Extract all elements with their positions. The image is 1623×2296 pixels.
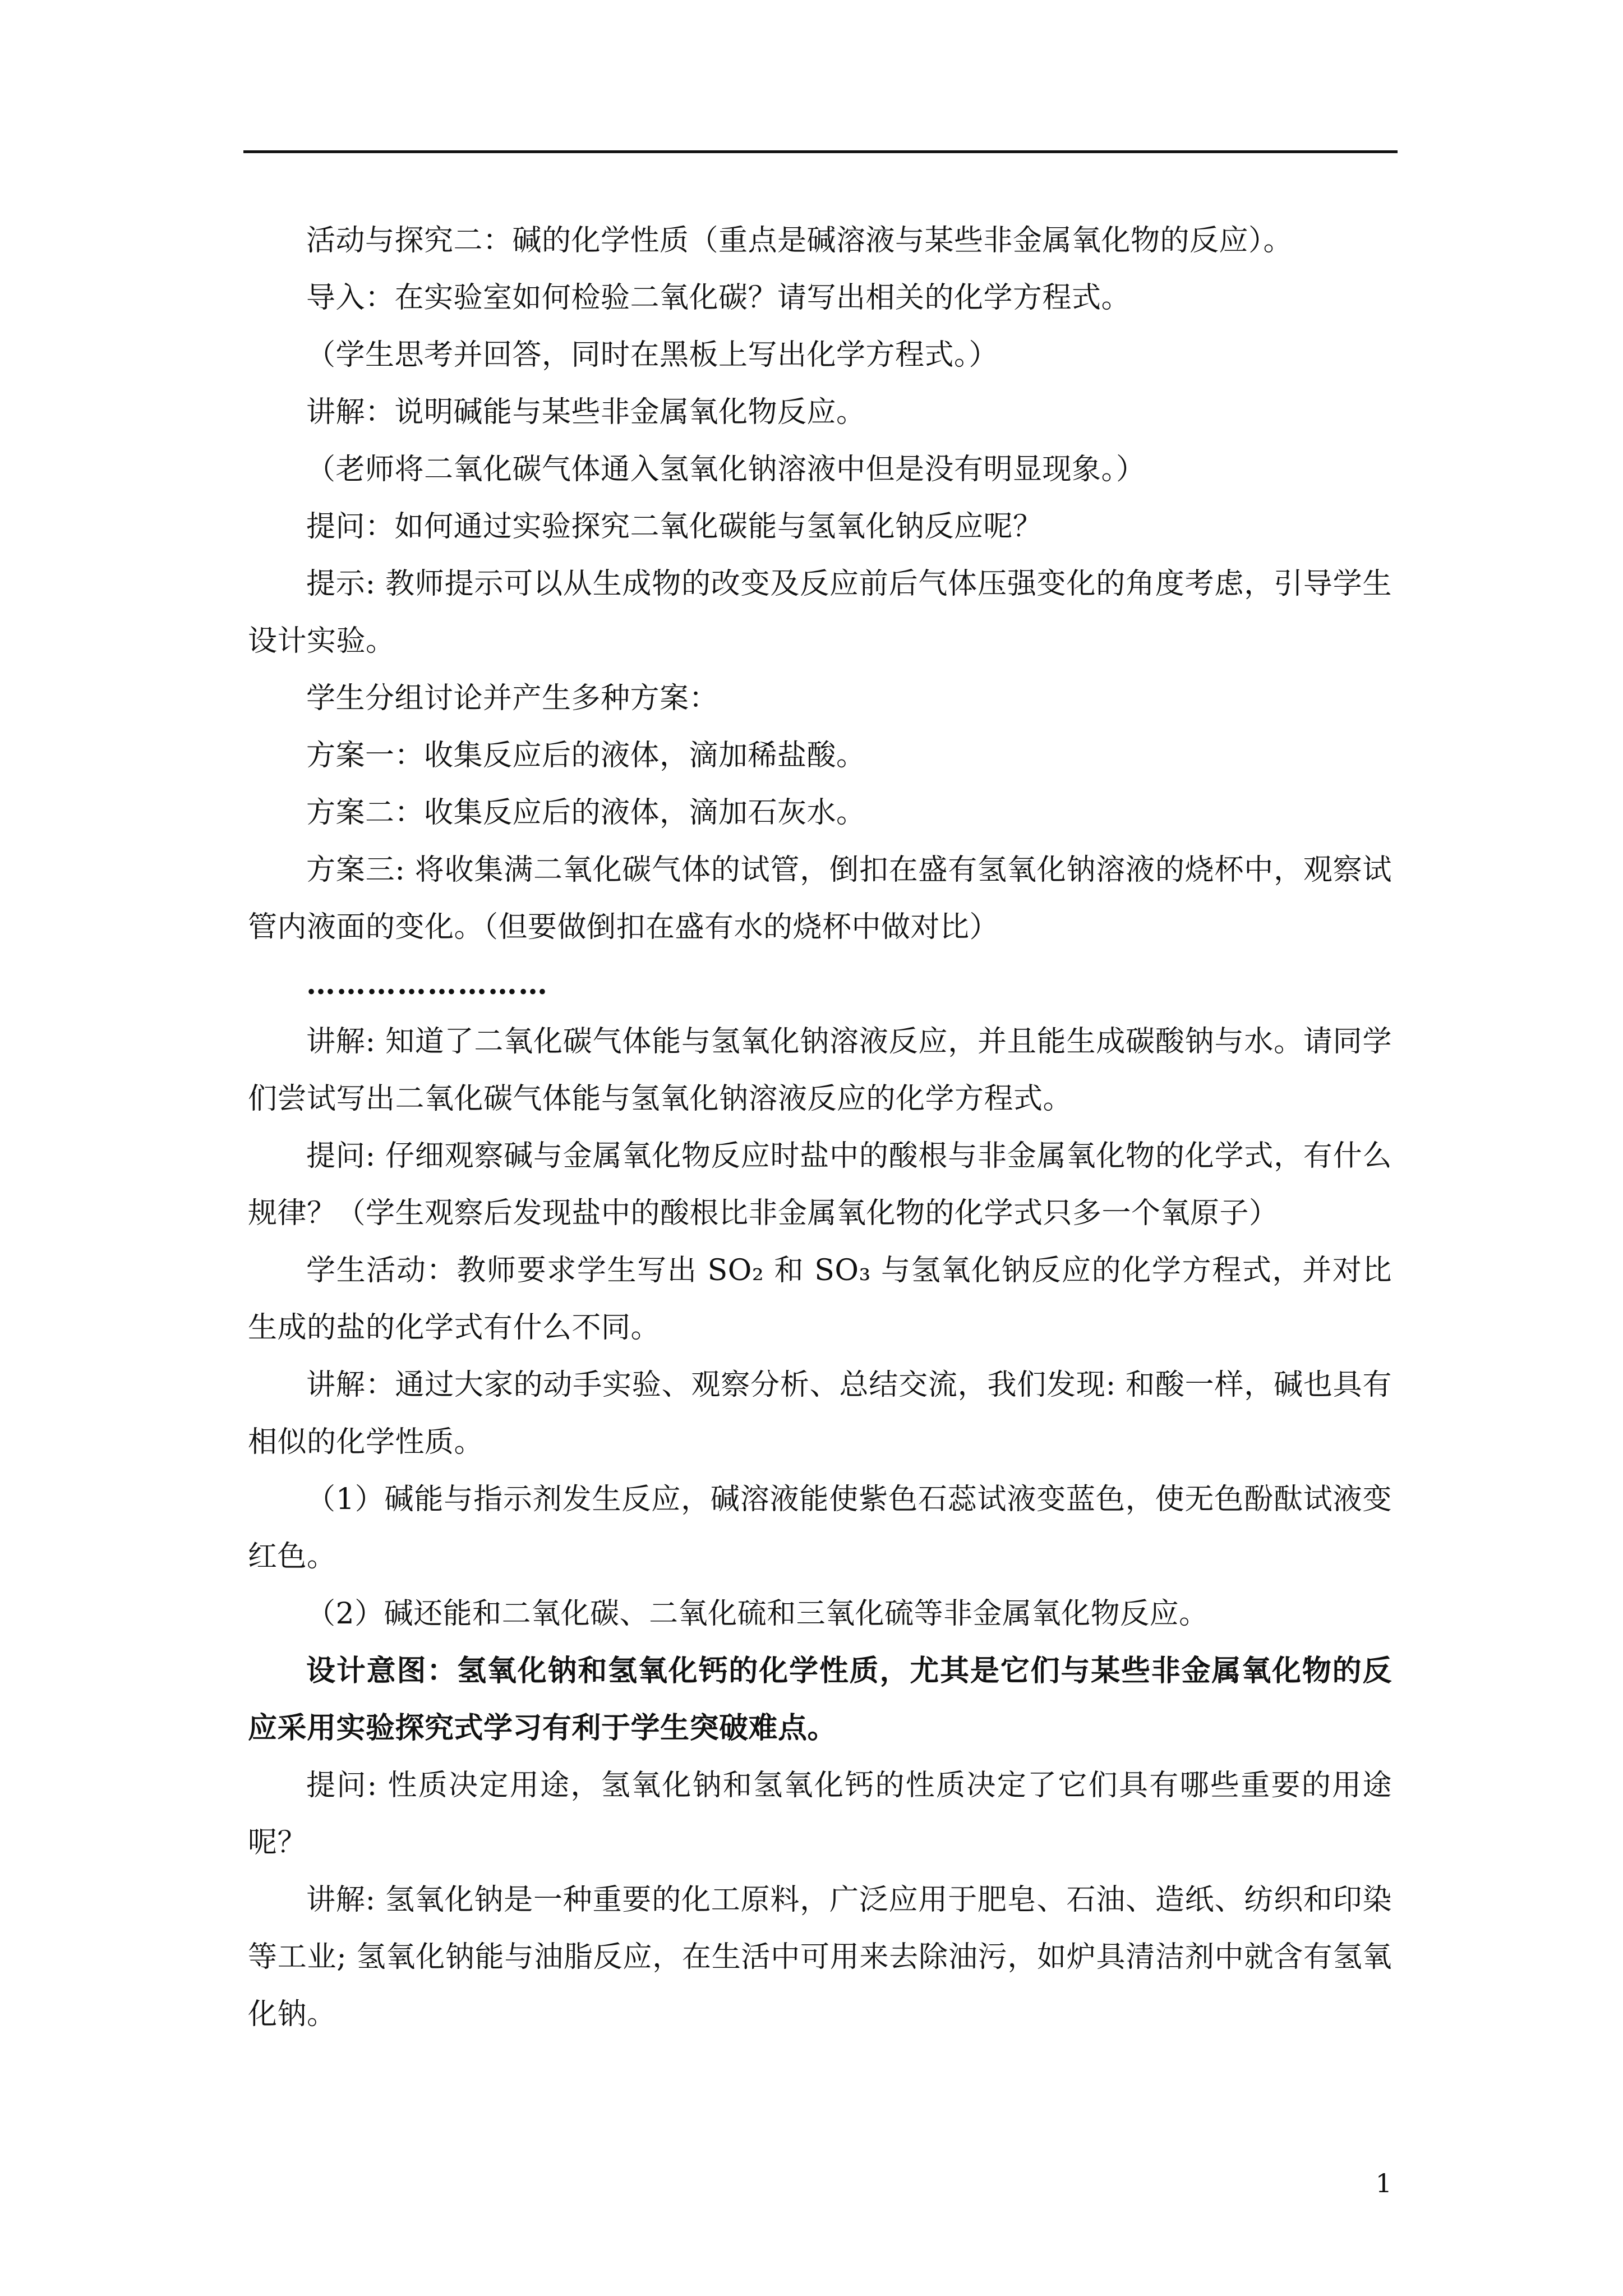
paragraph-plan-2: 方案二：收集反应后的液体，滴加石灰水。 bbox=[306, 796, 866, 830]
paragraph-intro: 导入：在实验室如何检验二氧化碳？请写出相关的化学方程式。 bbox=[306, 281, 1131, 315]
paragraph-activity-title: 活动与探究二：碱的化学性质（重点是碱溶液与某些非金属氧化物的反应）。 bbox=[306, 224, 1293, 257]
paragraph-question-3: 提问: 性质决定用途，氢氧化钠和氢氧化钙的性质决定了它们具有哪些重要的用途呢？ bbox=[248, 1769, 1392, 1860]
paragraph-plan-3: 方案三: 将收集满二氧化碳气体的试管，倒扣在盛有氢氧化钠溶液的烧杯中，观察试管内液面的变化。（但要做倒扣在盛有水的烧杯中做对比） bbox=[248, 853, 1392, 944]
paragraph-ellipsis: …………………… bbox=[306, 967, 548, 1001]
paragraph-point-2: （2）碱还能和二氧化碳、二氧化硫和三氧化硫等非金属氧化物反应。 bbox=[306, 1597, 1209, 1631]
paragraph-explanation-1: 讲解：说明碱能与某些非金属氧化物反应。 bbox=[306, 395, 866, 429]
paragraph-explanation-3: 讲解：通过大家的动手实验、观察分析、总结交流，我们发现: 和酸一样，碱也具有相似的化学性质。 bbox=[248, 1368, 1392, 1459]
paragraph-question-1: 提问：如何通过实验探究二氧化碳能与氢氧化钠反应呢？ bbox=[306, 510, 1043, 544]
paragraph-explanation-2: 讲解: 知道了二氧化碳气体能与氢氧化钠溶液反应，并且能生成碳酸钠与水。请同学们尝试写出二氧化碳气体能与氢氧化钠溶液反应的化学方程式。 bbox=[248, 1025, 1392, 1116]
paragraph-student-answer: （学生思考并回答，同时在黑板上写出化学方程式。） bbox=[306, 338, 999, 372]
paragraph-design-intent: 设计意图：氢氧化钠和氢氧化钙的化学性质，尤其是它们与某些非金属氧化物的反应采用实验探究式学习有利于学生突破难点。 bbox=[248, 1654, 1392, 1745]
paragraph-hint: 提示: 教师提示可以从生成物的改变及反应前后气体压强变化的角度考虑，引导学生设计实验。 bbox=[248, 567, 1392, 658]
paragraph-plan-1: 方案一：收集反应后的液体，滴加稀盐酸。 bbox=[306, 739, 866, 772]
paragraph-teacher-demo: （老师将二氧化碳气体通入氢氧化钠溶液中但是没有明显现象。） bbox=[306, 453, 1146, 486]
page-number: 1 bbox=[1375, 2168, 1392, 2198]
paragraph-student-activity: 学生活动：教师要求学生写出 SO₂ 和 SO₃ 与氢氧化钠反应的化学方程式，并对比生成的盐的化学式有什么不同。 bbox=[248, 1254, 1392, 1345]
document-body bbox=[248, 212, 1392, 2043]
paragraph-question-2: 提问: 仔细观察碱与金属氧化物反应时盐中的酸根与非金属氧化物的化学式，有什么规律？（学生观察后发现盐中的酸根比非金属氧化物的化学式只多一个氧原子） bbox=[248, 1139, 1392, 1230]
paragraph-point-1: （1）碱能与指示剂发生反应，碱溶液能使紫色石蕊试液变蓝色，使无色酚酞试液变红色。 bbox=[248, 1483, 1392, 1573]
paragraph-group-discussion: 学生分组讨论并产生多种方案： bbox=[306, 682, 719, 715]
header-rule bbox=[243, 150, 1398, 153]
paragraph-explanation-4: 讲解: 氢氧化钠是一种重要的化工原料，广泛应用于肥皂、石油、造纸、纺织和印染等工业; 氢氧化钠能与油脂反应，在生活中可用来去除油污，如炉具清洁剂中就含有氢氧化钠。 bbox=[248, 1883, 1392, 2031]
